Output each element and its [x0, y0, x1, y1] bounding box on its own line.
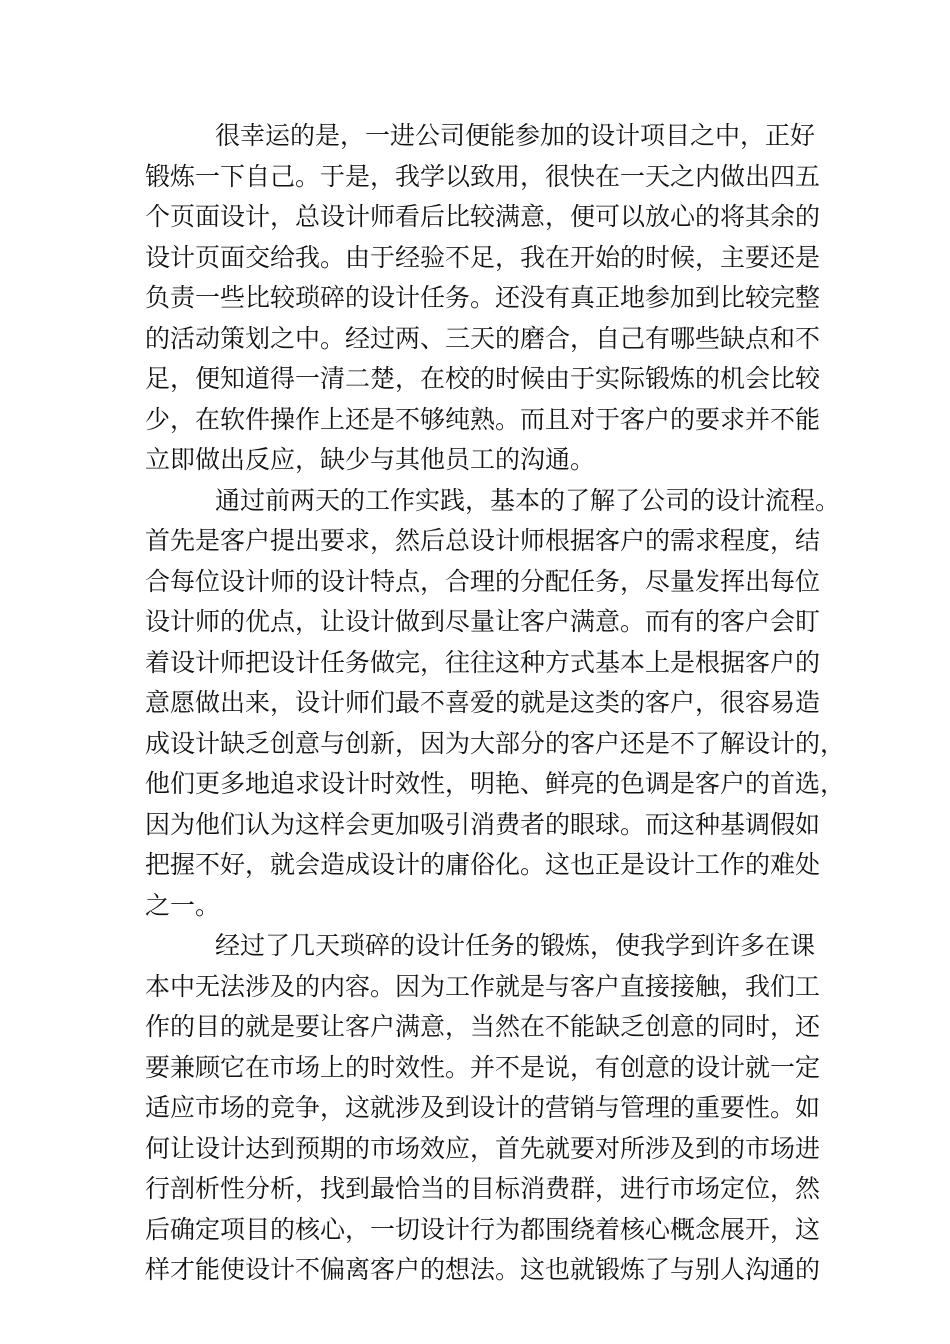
text-line: 适应市场的竞争，这就涉及到设计的营销与管理的重要性。如 [145, 1093, 821, 1122]
text-line: 后确定项目的核心，一切设计行为都围绕着核心概念展开，这 [145, 1214, 821, 1244]
text-line: 着设计师把设计任务做完，往往这种方式基本上是根据客户的 [145, 647, 821, 677]
text-line: 设计师的优点，让设计做到尽量让客户满意。而有的客户会盯 [145, 607, 821, 636]
text-line: 合每位设计师的设计特点，合理的分配任务，尽量发挥出每位 [145, 566, 821, 596]
text-line: 意愿做出来，设计师们最不喜爱的就是这类的客户，很容易造 [145, 688, 821, 717]
text-line: 他们更多地追求设计时效性，明艳、鲜亮的色调是客户的首选， [145, 769, 846, 798]
text-line: 通过前两天的工作实践，基本的了解了公司的设计流程。 [215, 485, 841, 515]
text-line: 之一。 [145, 890, 221, 920]
text-line: 经过了几天琐碎的设计任务的锻炼，使我学到许多在课 [215, 931, 816, 960]
text-line: 要兼顾它在市场上的时效性。并不是说，有创意的设计就一定 [145, 1052, 821, 1082]
text-line: 锻炼一下自己。于是，我学以致用，很快在一天之内做出四五 [145, 161, 821, 191]
text-line: 少，在软件操作上还是不够纯熟。而且对于客户的要求并不能 [145, 404, 821, 434]
text-line: 负责一些比较琐碎的设计任务。还没有真正地参加到比较完整 [145, 283, 821, 312]
text-line: 样才能使设计不偏离客户的想法。这也就锻炼了与别人沟通的 [145, 1255, 821, 1284]
paragraph-3 [145, 926, 821, 1291]
text-line: 作的目的就是要让客户满意，当然在不能缺乏创意的同时，还 [145, 1012, 821, 1041]
text-line: 成设计缺乏创意与创新，因为大部分的客户还是不了解设计的， [145, 728, 846, 758]
text-line: 个页面设计，总设计师看后比较满意，便可以放心的将其余的 [145, 202, 821, 231]
text-line: 本中无法涉及的内容。因为工作就是与客户直接接触，我们工 [145, 971, 821, 1001]
paragraph-2 [145, 481, 846, 927]
text-line: 首先是客户提出要求，然后总设计师根据客户的需求程度，结 [145, 526, 821, 555]
paragraph-1 [145, 116, 821, 481]
text-line: 立即做出反应，缺少与其他员工的沟通。 [145, 445, 596, 474]
text-line: 把握不好，就会造成设计的庸俗化。这也正是设计工作的难处 [145, 850, 821, 879]
document-body [145, 116, 846, 1291]
text-line: 何让设计达到预期的市场效应，首先就要对所涉及到的市场进 [145, 1133, 821, 1163]
text-line: 设计页面交给我。由于经验不足，我在开始的时候，主要还是 [145, 242, 821, 272]
text-line: 足，便知道得一清二楚，在校的时候由于实际锻炼的机会比较 [145, 364, 821, 393]
text-line: 很幸运的是，一进公司便能参加的设计项目之中，正好 [215, 121, 816, 150]
text-line: 的活动策划之中。经过两、三天的磨合，自己有哪些缺点和不 [145, 323, 821, 353]
text-line: 因为他们认为这样会更加吸引消费者的眼球。而这种基调假如 [145, 809, 821, 839]
text-line: 行剖析性分析，找到最恰当的目标消费群，进行市场定位，然 [145, 1174, 821, 1203]
